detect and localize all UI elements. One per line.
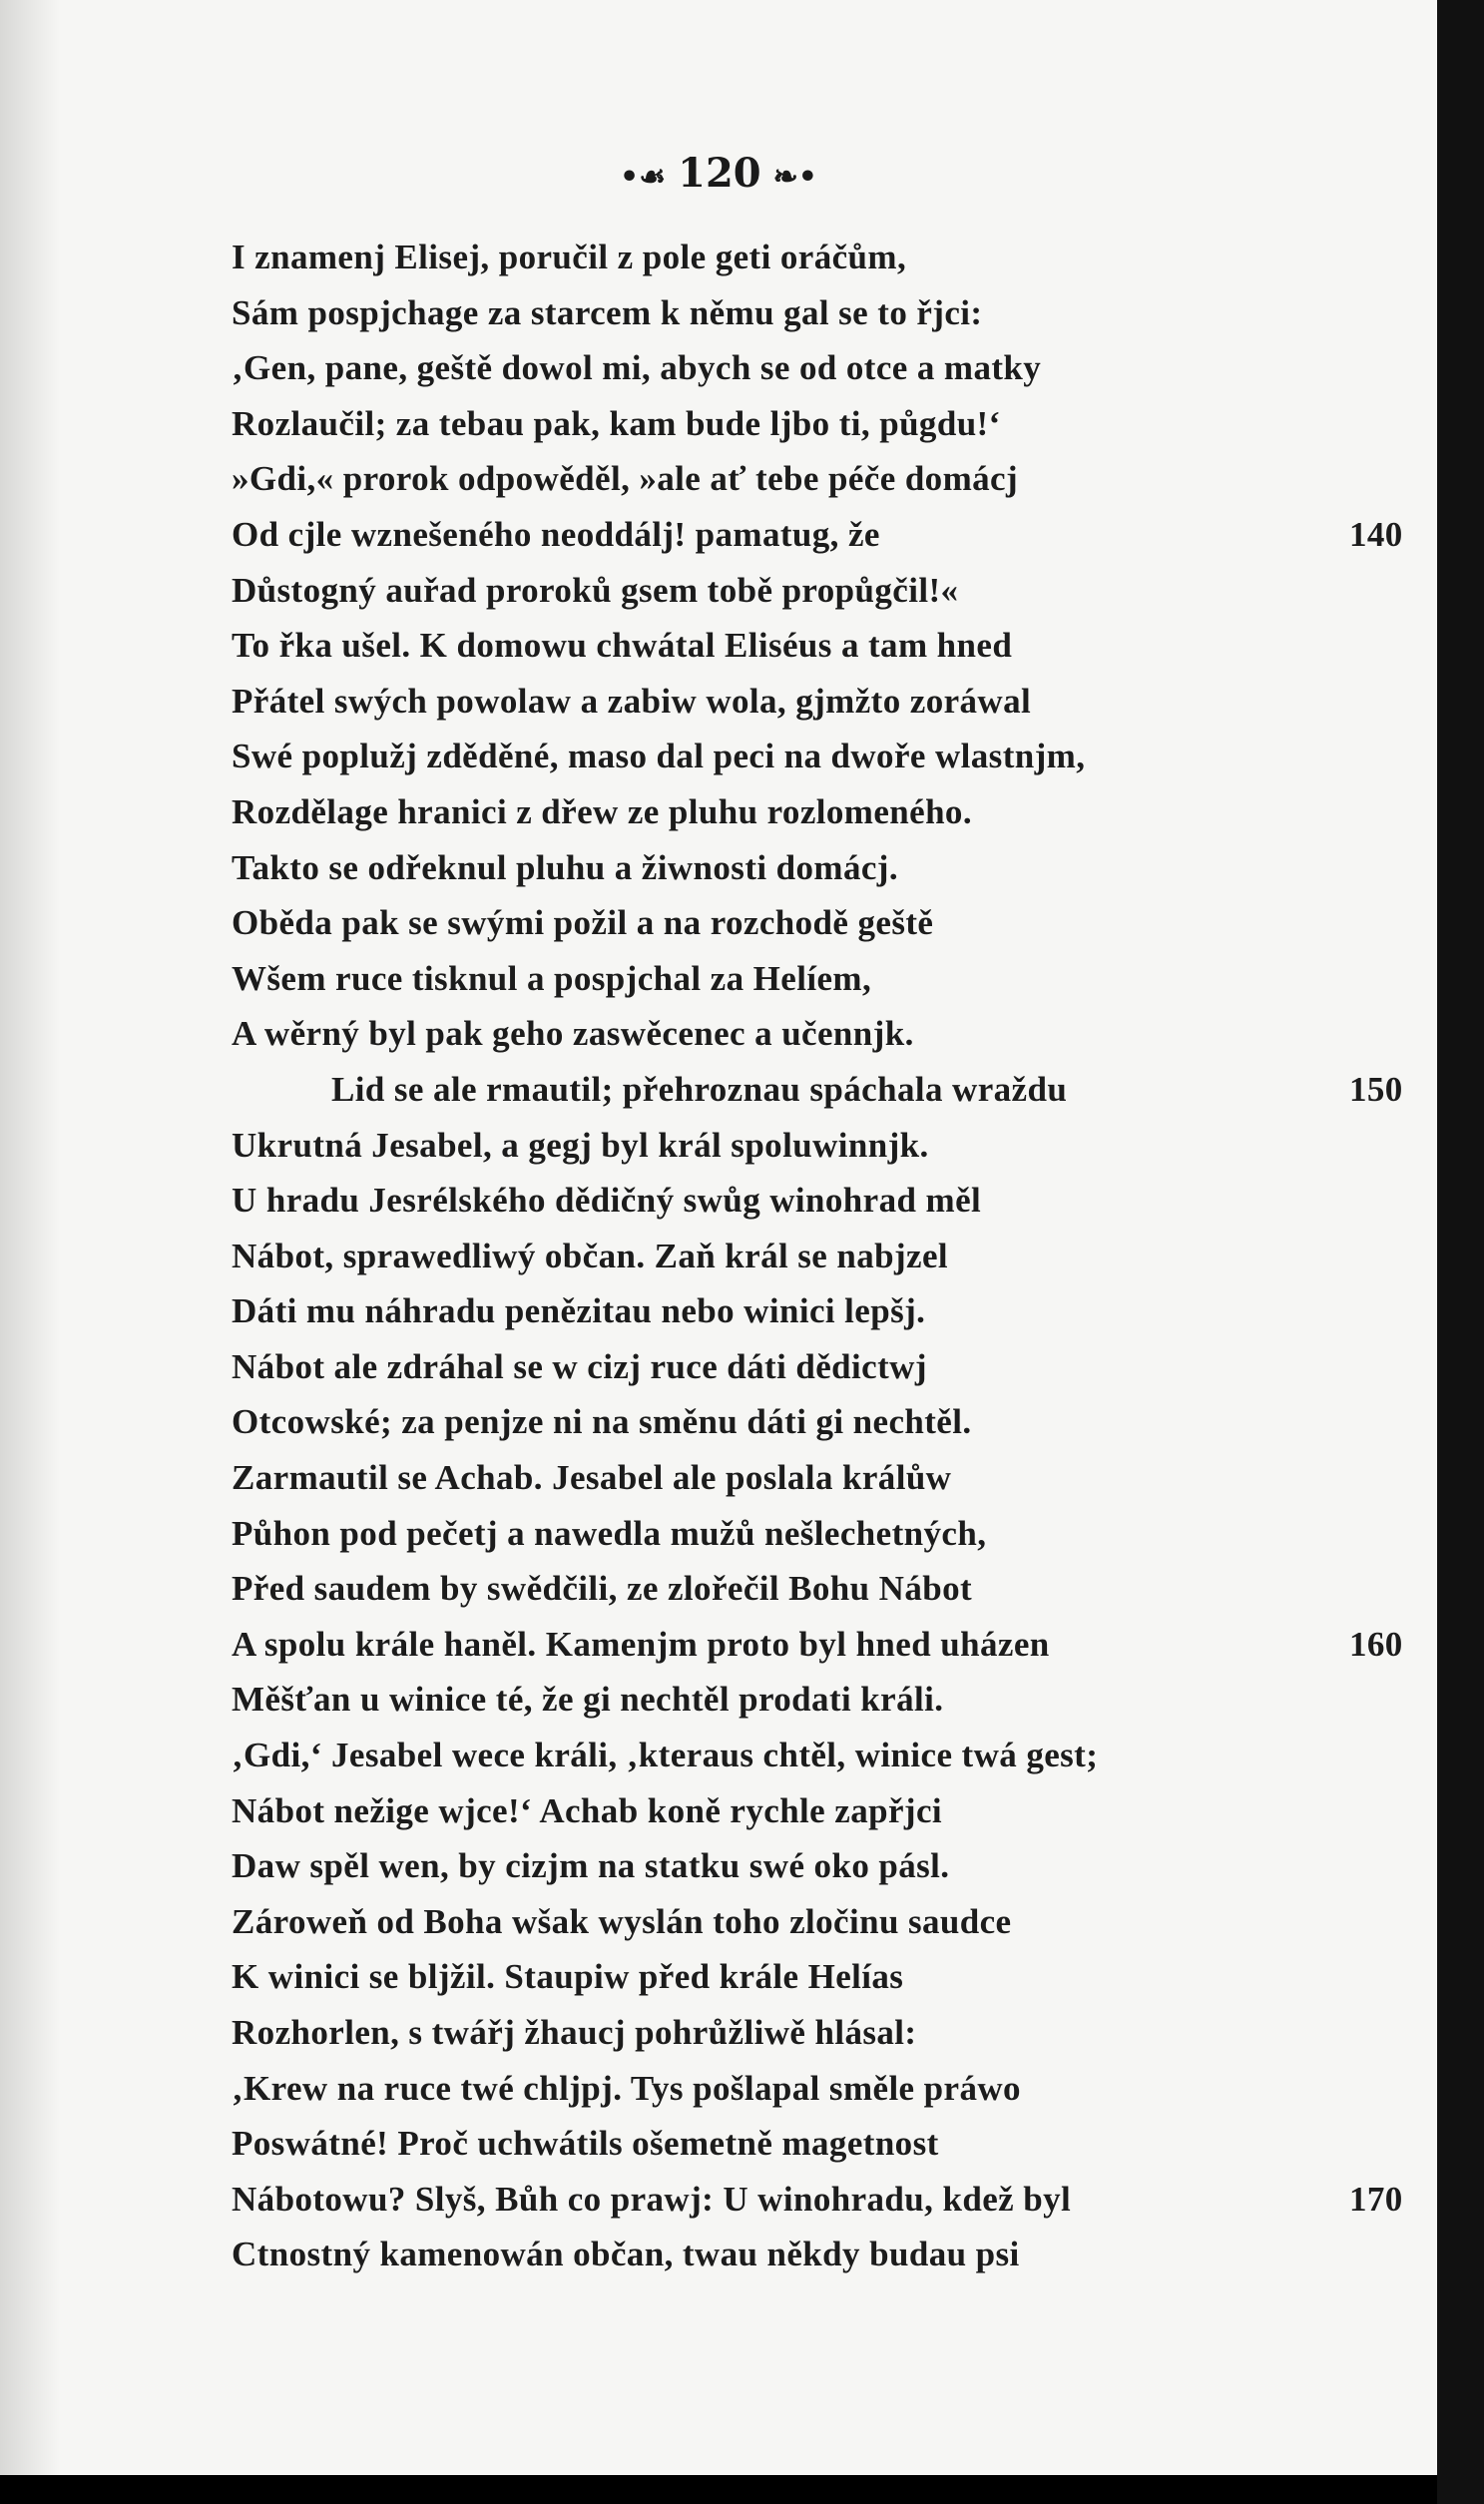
verse-line bbox=[232, 1949, 1439, 2005]
verse-text: K winici se bljžil. Staupiw před krále Helías bbox=[232, 1957, 904, 1997]
verse-text: To řka ušel. K domowu chwátal Eliséus a tam hned bbox=[232, 626, 1013, 666]
verse-line bbox=[232, 1672, 1439, 1728]
verse-text: ‚Krew na ruce twé chljpj. Tys pošlapal směle práwo bbox=[232, 2068, 1021, 2108]
verse-text: Wšem ruce tisknul a pospjchal za Helíem, bbox=[232, 958, 872, 998]
verse-line bbox=[232, 1339, 1439, 1395]
verse-text: Rozhorlen, s twářj žhaucj pohrůžliwě hlásal: bbox=[232, 2013, 917, 2052]
ornament-left-icon: •☙ bbox=[620, 159, 667, 195]
verse-line bbox=[232, 1894, 1439, 1950]
verse-line bbox=[232, 1728, 1439, 1783]
verse-text: Ukrutná Jesabel, a gegj byl král spoluwinnjk. bbox=[232, 1125, 929, 1165]
verse-line bbox=[232, 340, 1439, 396]
verse-text: Otcowské; za penjze ni na směnu dáti gi nechtěl. bbox=[232, 1402, 972, 1442]
verse-text: Poswátné! Proč uchwátils ošemetně magetnost bbox=[232, 2124, 939, 2164]
verse-line bbox=[232, 396, 1439, 452]
verse-line bbox=[232, 784, 1439, 840]
page-header bbox=[0, 150, 1437, 197]
verse-text: Zároweň od Boha wšak wyslán toho zločinu saudce bbox=[232, 1901, 1012, 1941]
verse-line bbox=[232, 729, 1439, 784]
verse-text: Nábot nežige wjce!‘ Achab koně rychle zapřjci bbox=[232, 1790, 943, 1830]
verse-line bbox=[232, 507, 1439, 563]
verse-text: Takto se odřeknul pluhu a žiwnosti domácj. bbox=[232, 847, 899, 887]
verse-text: Sám pospjchage za starcem k němu gal se to řjci: bbox=[232, 292, 983, 332]
verse-text: Přátel swých powolaw a zabiw wola, gjmžto zoráwal bbox=[232, 681, 1032, 721]
verse-text: Zarmautil se Achab. Jesabel ale poslala králůw bbox=[232, 1458, 952, 1498]
verse-text: ‚Gen, pane, geště dowol mi, abych se od otce a matky bbox=[232, 348, 1042, 388]
verse-text: Nábot ale zdráhal se w cizj ruce dáti dědictwj bbox=[232, 1346, 927, 1386]
verse-line bbox=[232, 1617, 1439, 1673]
line-number: 170 bbox=[1349, 2179, 1403, 2219]
verse-line bbox=[232, 951, 1439, 1007]
ornament-right-icon: ❧• bbox=[772, 159, 817, 195]
verse-line bbox=[232, 1838, 1439, 1894]
verse-line bbox=[232, 1450, 1439, 1506]
verse-text: U hradu Jesrélského dědičný swůg winohrad měl bbox=[232, 1181, 982, 1221]
verse-text: I znamenj Elisej, poručil z pole geti oráčům, bbox=[232, 238, 907, 276]
verse-text: Měšťan u winice té, že gi nechtěl prodati králi. bbox=[232, 1680, 944, 1720]
verse-line bbox=[232, 2227, 1439, 2282]
verse-line bbox=[232, 674, 1439, 730]
verse-line bbox=[232, 1118, 1439, 1174]
verse-line bbox=[232, 285, 1439, 341]
verse-line bbox=[232, 1283, 1439, 1339]
verse-text: Před saudem by swědčili, ze zlořečil Bohu Nábot bbox=[232, 1569, 973, 1609]
verse-line bbox=[232, 1006, 1439, 1062]
verse-text: Rozdělage hranici z dřew ze pluhu rozlomeného. bbox=[232, 791, 972, 831]
poem-text bbox=[232, 230, 1439, 2282]
verse-text: Nábot, sprawedliwý občan. Zaň král se nabjzel bbox=[232, 1236, 949, 1275]
verse-line bbox=[232, 1561, 1439, 1617]
verse-text: Od cjle wznešeného neoddálj! pamatug, že bbox=[232, 514, 880, 554]
verse-line bbox=[232, 451, 1439, 507]
verse-line bbox=[232, 2005, 1439, 2061]
verse-text: Rozlaučil; za tebau pak, kam bude ljbo ti, půgdu!‘ bbox=[232, 403, 1001, 443]
verse-text: Půhon pod pečetj a nawedla mužů nešlechetných, bbox=[232, 1513, 987, 1553]
verse-text: Ctnostný kamenowán občan, twau někdy budau psi bbox=[232, 2235, 1020, 2274]
verse-text: Oběda pak se swými požil a na rozchodě geště bbox=[232, 903, 934, 943]
verse-line bbox=[232, 2172, 1439, 2228]
verse-line bbox=[232, 1394, 1439, 1450]
verse-line bbox=[232, 1229, 1439, 1284]
verse-line bbox=[232, 563, 1439, 619]
verse-line bbox=[232, 1783, 1439, 1839]
line-number: 160 bbox=[1349, 1624, 1403, 1664]
verse-line bbox=[232, 2116, 1439, 2172]
verse-line bbox=[232, 895, 1439, 951]
scan-edge bbox=[1437, 0, 1484, 2504]
verse-text: ‚Gdi,‘ Jesabel wece králi, ‚kteraus chtěl, winice twá gest; bbox=[232, 1736, 1099, 1775]
line-number: 140 bbox=[1349, 514, 1403, 554]
verse-text: A wěrný byl pak geho zaswěcenec a učennjk. bbox=[232, 1014, 914, 1054]
verse-text: Důstogný auřad proroků gsem tobě propůgčil!« bbox=[232, 570, 959, 610]
verse-text: Nábotowu? Slyš, Bůh co prawj: U winohradu, kdež byl bbox=[232, 2179, 1072, 2219]
verse-text: A spolu krále haněl. Kamenjm proto byl hned uházen bbox=[232, 1624, 1050, 1664]
verse-line bbox=[232, 618, 1439, 674]
verse-line bbox=[232, 230, 1439, 285]
verse-line bbox=[232, 2061, 1439, 2117]
verse-line bbox=[232, 840, 1439, 896]
verse-line bbox=[232, 1173, 1439, 1229]
verse-line bbox=[232, 1506, 1439, 1562]
verse-text: Swé poplužj zděděné, maso dal peci na dwoře wlastnjm, bbox=[232, 737, 1086, 776]
verse-text: »Gdi,« prorok odpowěděl, »ale ať tebe péče domácj bbox=[232, 459, 1019, 499]
verse-line bbox=[232, 1062, 1439, 1118]
verse-text: Lid se ale rmautil; přehroznau spáchala wraždu bbox=[331, 1069, 1068, 1109]
page-number: 120 bbox=[678, 150, 761, 197]
verse-text: Dáti mu náhradu penězitau nebo winici lepšj. bbox=[232, 1291, 926, 1331]
spine-shadow bbox=[0, 0, 60, 2475]
line-number: 150 bbox=[1349, 1069, 1403, 1109]
verse-text: Daw spěl wen, by cizjm na statku swé oko pásl. bbox=[232, 1846, 950, 1886]
